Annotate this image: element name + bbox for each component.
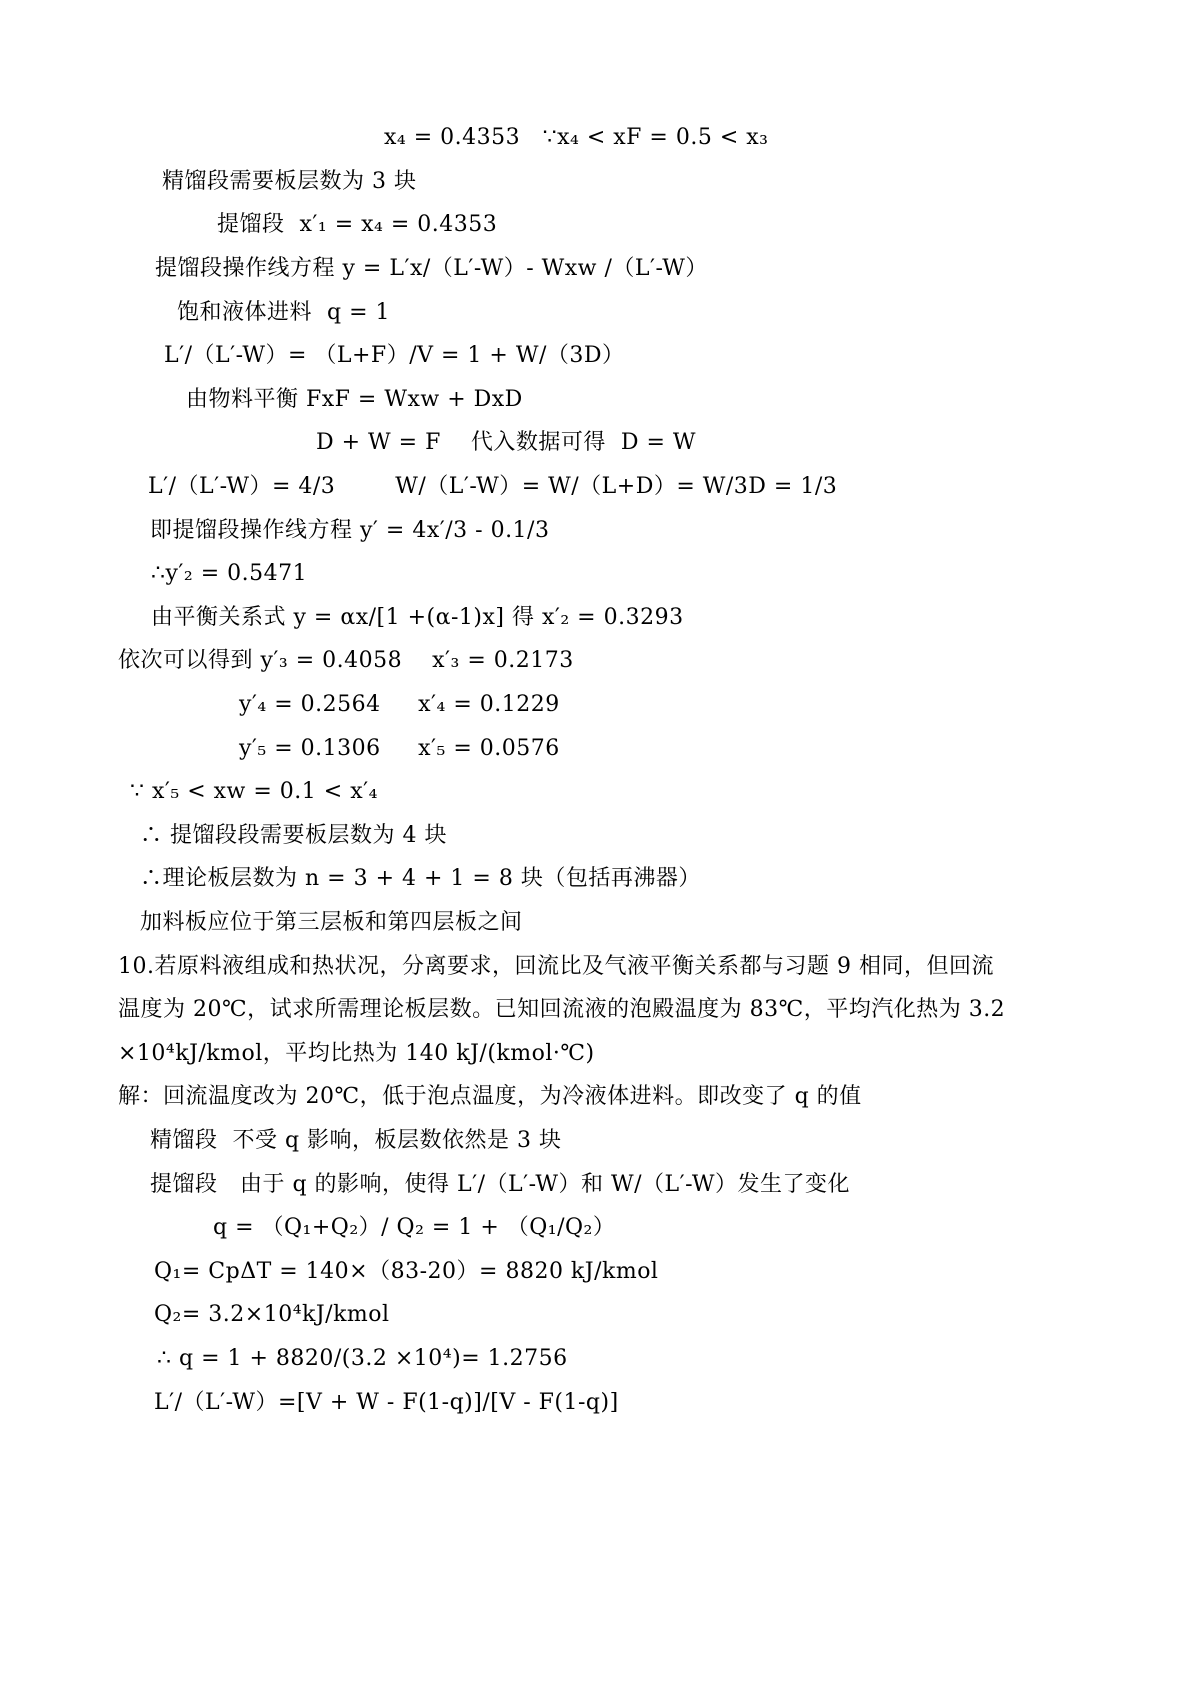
line-6: L′/（L′-W）= （L+F）/V = 1 + W/（3D） (164, 343, 625, 368)
line-1: x₄ = 0.4353 ∵x₄ < xF = 0.5 < x₃ (384, 125, 769, 150)
line-30: L′/（L′-W）=[V + W - F(1-q)]/[V - F(1-q)] (154, 1390, 619, 1415)
line-2: 精馏段需要板层数为 3 块 (162, 169, 417, 194)
line-16: ∵ x′₅ < xw = 0.1 < x′₄ (130, 779, 378, 804)
line-17: ∴ 提馏段段需要板层数为 4 块 (140, 823, 447, 848)
line-18: ∴理论板层数为 n = 3 + 4 + 1 = 8 块（包括再沸器） (140, 866, 701, 891)
line-10: 即提馏段操作线方程 y′ = 4x′/3 - 0.1/3 (150, 518, 550, 543)
line-5: 饱和液体进料 q = 1 (177, 300, 390, 325)
line-13: 依次可以得到 y′₃ = 0.4058 x′₃ = 0.2173 (118, 648, 574, 673)
line-12: 由平衡关系式 y = αx/[1 +(α-1)x] 得 x′₂ = 0.3293 (151, 605, 684, 630)
line-27: Q₁= CpΔT = 140×（83-20）= 8820 kJ/kmol (154, 1259, 659, 1284)
line-25: 提馏段 由于 q 的影响，使得 L′/（L′-W）和 W/（L′-W）发生了变化 (150, 1172, 850, 1197)
line-21: 温度为 20℃，试求所需理论板层数。已知回流液的泡殿温度为 83℃，平均汽化热为 3.2 (118, 997, 1006, 1022)
line-8: D + W = F 代入数据可得 D = W (316, 430, 696, 455)
line-3: 提馏段 x′₁ = x₄ = 0.4353 (217, 212, 498, 237)
line-26: q = （Q₁+Q₂）/ Q₂ = 1 + （Q₁/Q₂） (213, 1215, 616, 1240)
line-7: 由物料平衡 FxF = Wxw + DxD (186, 387, 523, 412)
line-15: y′₅ = 0.1306 x′₅ = 0.0576 (239, 736, 560, 761)
line-29: ∴ q = 1 + 8820/(3.2 ×10⁴)= 1.2756 (157, 1346, 568, 1371)
line-22: ×10⁴kJ/kmol，平均比热为 140 kJ/(kmol·℃) (118, 1041, 595, 1066)
line-14: y′₄ = 0.2564 x′₄ = 0.1229 (239, 692, 560, 717)
line-19: 加料板应位于第三层板和第四层板之间 (140, 910, 523, 935)
line-28: Q₂= 3.2×10⁴kJ/kmol (154, 1302, 390, 1327)
line-24: 精馏段 不受 q 影响，板层数依然是 3 块 (150, 1128, 562, 1153)
line-4: 提馏段操作线方程 y = L′x/（L′-W）- Wxw /（L′-W） (155, 256, 708, 281)
line-9: L′/（L′-W）= 4/3 W/（L′-W）= W/（L+D）= W/3D = 1/3 (148, 474, 838, 499)
line-11: ∴y′₂ = 0.5471 (151, 561, 308, 586)
line-20: 10.若原料液组成和热状况，分离要求，回流比及气液平衡关系都与习题 9 相同，但回流 (118, 954, 994, 979)
line-23: 解：回流温度改为 20℃，低于泡点温度，为冷液体进料。即改变了 q 的值 (118, 1084, 862, 1109)
